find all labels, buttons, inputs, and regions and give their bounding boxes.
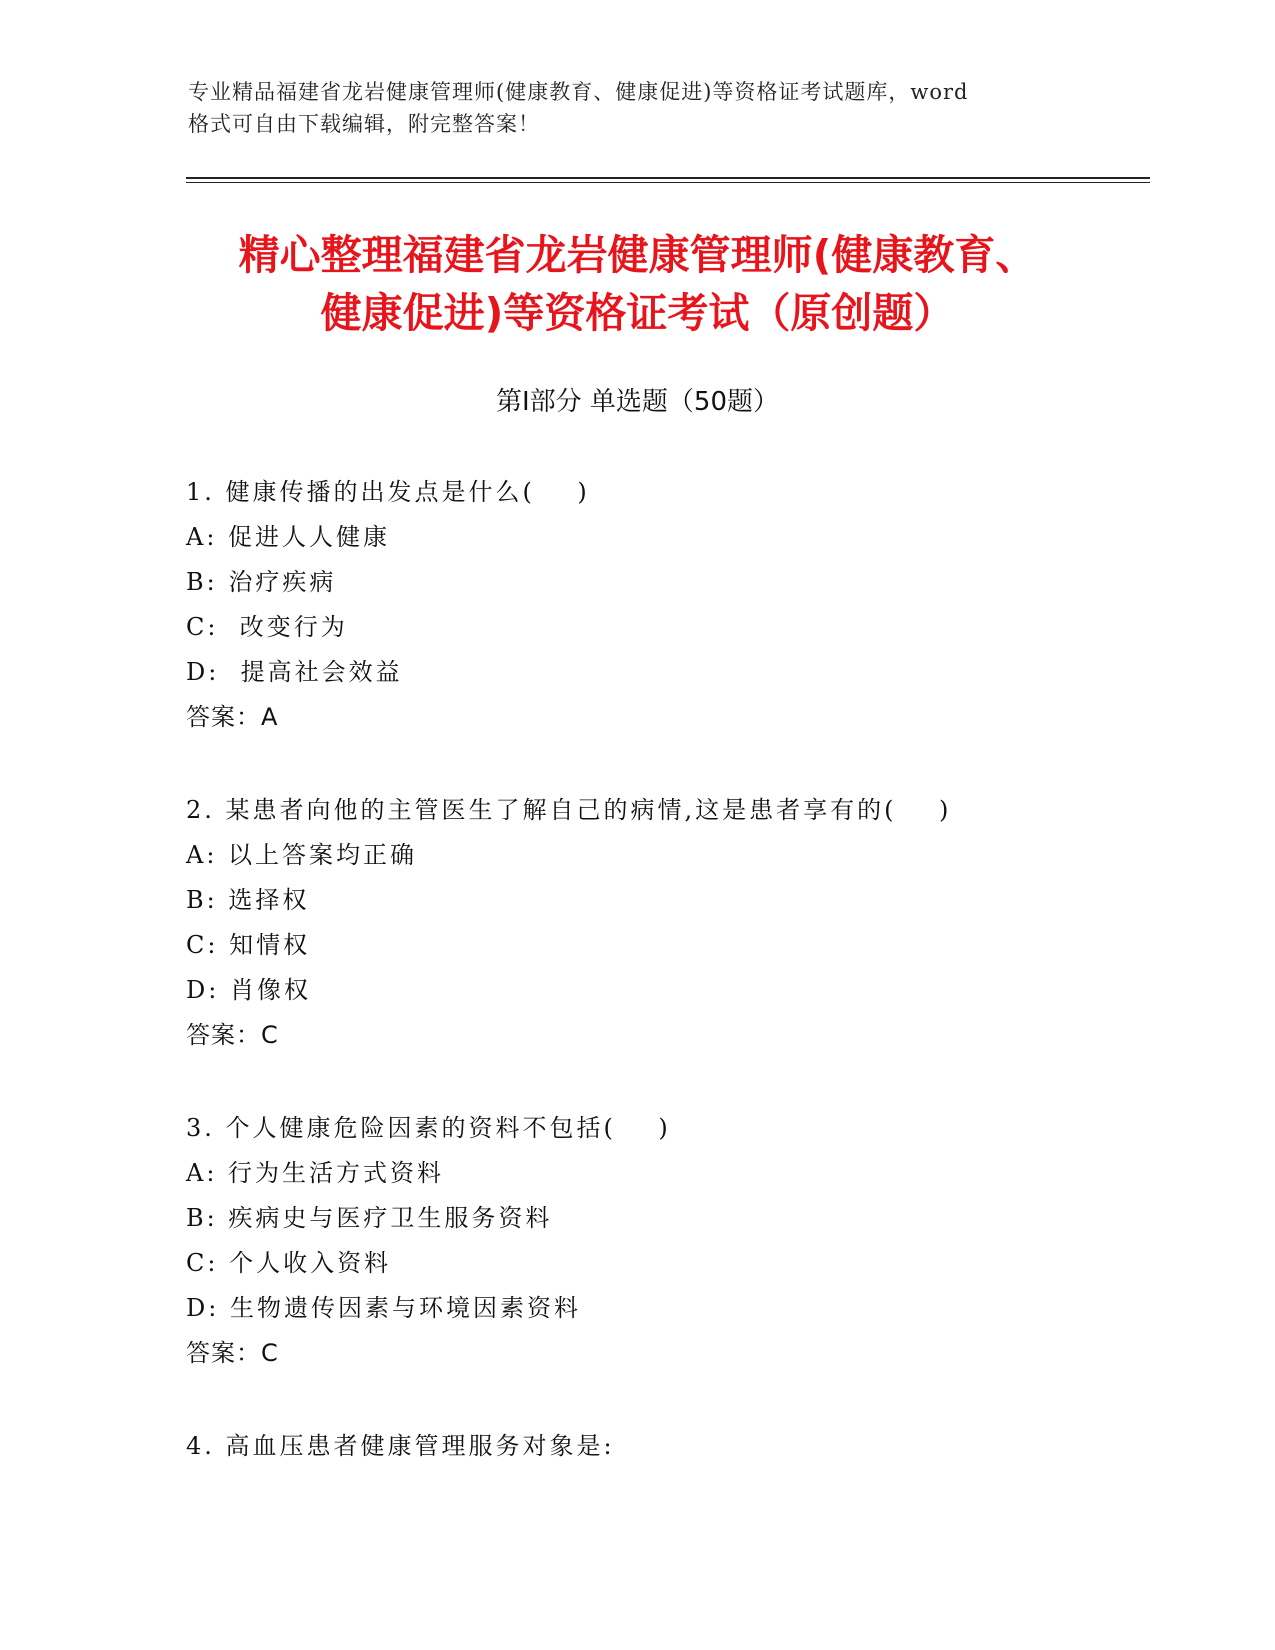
question-2: [186, 788, 1146, 1058]
option-a: A: 行为生活方式资料: [186, 1159, 445, 1187]
question-stem: 3. 个人健康危险因素的资料不包括( ): [186, 1114, 671, 1142]
option-b: B: 治疗疾病: [186, 568, 337, 596]
question-list: [186, 470, 1146, 1517]
section-heading: 第Ⅰ部分 单选题（50题）: [495, 387, 780, 417]
question-stem: 1. 健康传播的出发点是什么( ): [186, 478, 590, 506]
option-c: C: 改变行为: [186, 613, 348, 641]
question-stem: 2. 某患者向他的主管医生了解自己的病情,这是患者享有的( ): [186, 796, 952, 824]
header-note: [188, 76, 1068, 140]
question-3: [186, 1106, 1146, 1376]
answer: 答案：A: [186, 703, 279, 731]
question-stem: 4. 高血压患者健康管理服务对象是:: [186, 1432, 615, 1460]
header-note-line-2: 格式可自由下载编辑，附完整答案！: [188, 112, 540, 136]
question-4: [186, 1424, 1146, 1469]
header-divider-thick: [186, 177, 1150, 179]
option-a: A: 以上答案均正确: [186, 841, 418, 869]
document-title-line-1: 精心整理福建省龙岩健康管理师(健康教育、: [238, 231, 1037, 279]
document-title: [150, 226, 1125, 342]
answer: 答案：C: [186, 1339, 279, 1367]
option-d: D: 生物遗传因素与环境因素资料: [186, 1294, 581, 1322]
header-note-line-1: 专业精品福建省龙岩健康管理师(健康教育、健康促进)等资格证考试题库，word: [188, 80, 969, 104]
option-b: B: 选择权: [186, 886, 310, 914]
option-d: D: 肖像权: [186, 976, 311, 1004]
option-d: D: 提高社会效益: [186, 658, 403, 686]
option-c: C: 知情权: [186, 931, 311, 959]
option-b: B: 疾病史与医疗卫生服务资料: [186, 1204, 553, 1232]
option-a: A: 促进人人健康: [186, 523, 391, 551]
header-divider-thin: [186, 182, 1150, 183]
answer: 答案：C: [186, 1021, 279, 1049]
option-c: C: 个人收入资料: [186, 1249, 392, 1277]
question-1: [186, 470, 1146, 740]
document-title-line-2: 健康促进)等资格证考试（原创题）: [320, 289, 955, 337]
